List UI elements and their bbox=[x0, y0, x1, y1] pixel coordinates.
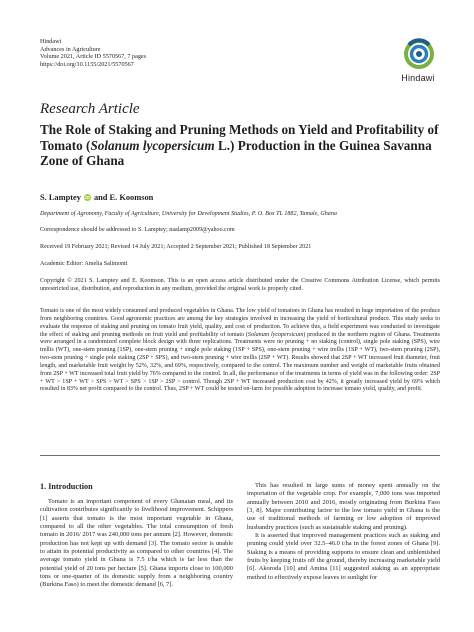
academic-editor: Academic Editor: Amelia Salimonti bbox=[40, 261, 128, 267]
article-title bbox=[40, 122, 440, 169]
title-part1: The Role of Staking and Pruning Methods on Yield and Profitability of Tomato ( bbox=[40, 122, 439, 153]
logo-wordmark: Hindawi bbox=[401, 73, 435, 83]
intro-paragraph-2: This has resulted in large sums of money spent annually on the importation of the vegetable crop. For example, 7,000 tons was imported annually between 2010 and 2016, mostly originating from Burkina Faso [3, 8]. Major contributing factor to the low tomato yield in Ghana is the use of traditional methods of farming or low adoption of improved husbandry practices (such as sustainable staking and pruning). bbox=[247, 482, 440, 531]
abstract bbox=[40, 308, 440, 394]
author-rest: and E. Koomson bbox=[93, 193, 154, 202]
title-species: Solanum lycopersicum bbox=[90, 137, 215, 153]
intro-paragraph-3: It is asserted that improved management practices such as staking and pruning could yield over 32.5–46.0 t/ha in the forest zones of Ghana [9]. Staking is a means of providing supports to ensure clean and unblemished fruits by keeping fruits off the ground, thereby increasing marketable yield [6]. Akoroda [10] and Amina [11] suggested staking as an appropriate method to effectively expose leaves to sunlight for bbox=[247, 532, 440, 581]
intro-left-column bbox=[40, 498, 233, 590]
correspondence: Correspondence should be addressed to S. Lamptey; naalamp2009@yahoo.com bbox=[40, 227, 235, 233]
article-dates: Received 19 February 2021; Revised 14 July 2021; Accepted 2 September 2021; Published 18 September 2021 bbox=[40, 244, 312, 250]
orcid-icon[interactable]: iD bbox=[85, 195, 90, 200]
section-divider bbox=[40, 455, 440, 456]
doi-link[interactable]: https://doi.org/10.1155/2021/5570567 bbox=[40, 60, 134, 68]
affiliation: Department of Agronomy, Faculty of Agriculture, University for Development Studies, P. O. Box TL 1882, Tamale, Ghana bbox=[40, 211, 337, 217]
article-type: Research Article bbox=[40, 101, 140, 117]
abstract-part1: Tomato is one of the most widely consumed and produced vegetables in Ghana. The low yield of tomatoes in Ghana has resulted in huge importation of the produce from neighboring countries. Good agronomic practices are among the key strategies involved in increasing the yield of horticultural produce. This study seeks to evaluate the response of staking and pruning on tomato fruit yield, quality, and cost of production. To achieve this, a field experiment was conducted to investigate the effect of staking and pruning methods on fruit yield and profitability of tomato ( bbox=[40, 308, 440, 338]
author-1: S. Lamptey bbox=[40, 193, 81, 202]
intro-right-column bbox=[247, 482, 440, 582]
authors-line bbox=[40, 193, 153, 202]
intro-paragraph-1: Tomato is an important component of every Ghanaian meal, and its cultivation contributes significantly to livelihood improvement. Schippers [1] asserts that tomato is the most important vegetable in Ghana, compared to all the other vegetables. The total consumption of fresh tomato in 2016/ 2017 was 240,000 tons per annum [2]. However, domestic production has not kept up with demand [3]. The tomato sector is unable to attain its potential productivity as compared to other countries [4]. The average tomato yield in Ghana is 7.5 t/ha which is far less than the potential yield of 20 tons per hectare [5]. Ghana imports close to 100,000 tons or one-quarter of its domestic supply from a neighboring country (Burkina Faso) to meet the domestic demand [6, 7]. bbox=[40, 498, 233, 589]
copyright-notice: Copyright © 2021 S. Lamptey and E. Koomson. This is an open access article distributed under the Creative Commons Attribution License, which permits unrestricted use, distribution, and reproduction in any medium, provided the original work is properly cited. bbox=[40, 278, 440, 292]
abstract-part2: ) produced in the northern region of Ghana. Treatments were arranged in a randomized complete block design with three replications. Treatments were no pruning + no staking (control), single pole staking (SPS), wire trellis (WT), one-stem pruning (1SP), one-stem pruning + single pole staking (1SP + SPS), one-stem pruning + wire trellis (1SP + WT), two-stem pruning (2SP), two-stem pruning + single pole staking (2SP + SPS), and two-stem pruning + wire trellis (2SP + WT). Results showed that 2SP + WT increased fruit diameter, fruit length, and marketable fruit weight by 52%, 32%, and 69%, respectively, compared to the control. The maximum number and weight of marketable fruits obtained from 2SP + WT increased total fruit yield by 76% compared to the control. In all, the performance of the treatments in terms of yield was in the following order: 2SP + WT > 1SP + WT > SPS > WT > SPS > 1SP > 2SP > control. Though 2SP + WT increased production cost by 42%, it greatly increased yield by 69% which resulted in 83% net profit compared to the control. Thus, 2SP + WT could be tested on-farm for possible adoption to increase tomato yield, quality, and profit. bbox=[40, 331, 441, 393]
journal-header bbox=[40, 38, 146, 68]
abstract-species: Solanum lycopersicum bbox=[247, 331, 304, 338]
title-part2: L.) Production in the Guinea Savanna Zone of Ghana bbox=[40, 137, 432, 169]
publisher-name: Hindawi bbox=[40, 38, 62, 45]
journal-name: Advances in Agriculture bbox=[40, 45, 101, 53]
volume-line: Volume 2021, Article ID 5570567, 7 pages bbox=[40, 53, 147, 61]
section-heading-introduction: 1. Introduction bbox=[40, 482, 93, 491]
